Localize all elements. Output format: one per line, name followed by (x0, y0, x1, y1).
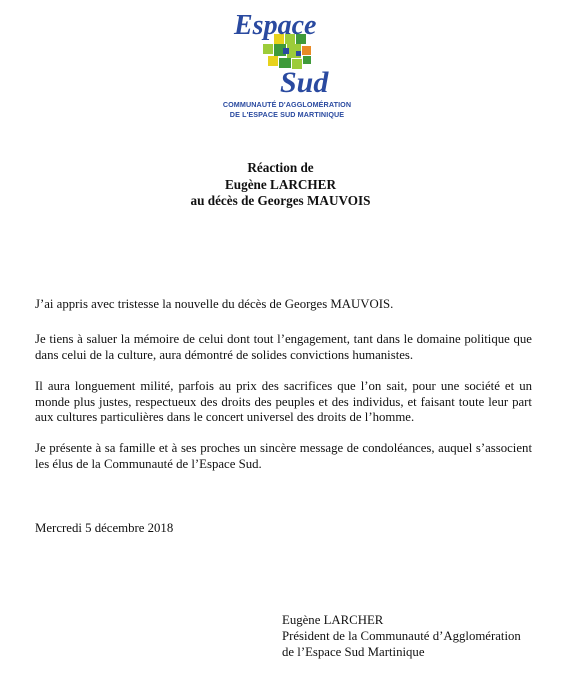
paragraph-2: Je tiens à saluer la mémoire de celui dont tout l’engagement, tant dans le domaine politique que dans celui de la culture, aura démontré de solides convictions humanistes. (35, 332, 532, 362)
paragraph-3: Il aura longuement milité, parfois au prix des sacrifices que l’on sait, pour une société et un monde plus justes, respectueux des droits des peuples et des individus, et faisant toute leur part aux cultures particulières dans le concert universel des droits de l’homme. (35, 379, 532, 425)
document-title (0, 160, 561, 210)
title-line-2: Eugène LARCHER (224, 176, 336, 192)
paragraph-4: Je présente à sa famille et à ses proches un sincère message de condoléances, auquel s’associent les élus de la Communauté de l’Espace Sud. (35, 441, 532, 471)
signature-org: de l’Espace Sud Martinique (282, 644, 425, 659)
logo-word-espace: Espace (234, 10, 317, 41)
title-line-1: Réaction de (247, 160, 314, 175)
signature-role: Président de la Communauté d’Agglomération (282, 628, 521, 643)
title-line-3: au décès de Georges MAUVOIS (190, 193, 371, 208)
document-date: Mercredi 5 décembre 2018 (35, 521, 174, 535)
espace-sud-logo (222, 4, 352, 126)
logo-subtitle-line1: COMMUNAUTÉ D'AGGLOMÉRATION (222, 100, 352, 109)
signature-name: Eugène LARCHER (282, 613, 384, 627)
logo-word-sud: Sud (280, 66, 329, 99)
signature-block (282, 613, 521, 660)
espace-sud-emblem (222, 4, 352, 100)
logo-subtitle-line2: DE L'ESPACE SUD MARTINIQUE (229, 110, 345, 119)
paragraph-1: J’ai appris avec tristesse la nouvelle du décès de Georges MAUVOIS. (35, 297, 394, 311)
